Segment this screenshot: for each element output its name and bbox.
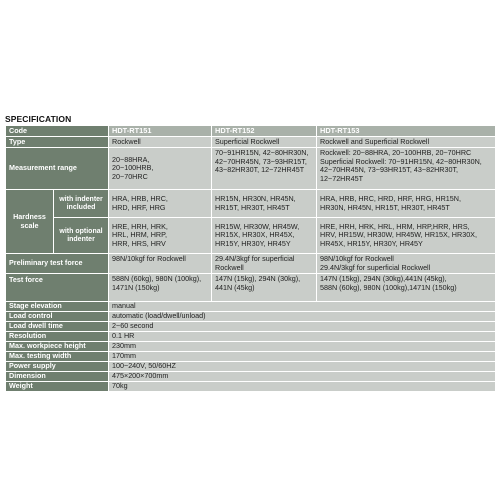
- table-row-stage-elevation: [6, 302, 496, 312]
- table-row-weight: [6, 382, 496, 392]
- optional-scales-rt153: HRE, HRH, HRK, HRL, HRM, HRP,HRR, HRS, HRV, HR15W, HR30W, HR45W, HR15X, HR30X, HR45X, HR15Y, HR30Y, HR45Y: [317, 218, 496, 254]
- test-force-rt153: 147N (15kg), 294N (30kg),441N (45kg), 588N (60kg), 980N (100kg),1471N (150kg): [317, 274, 496, 302]
- table-row-measurement-range: [6, 148, 496, 190]
- table-row-max-testing-width: [6, 352, 496, 362]
- row-label-type: Type: [6, 137, 109, 148]
- row-label-resolution: Resolution: [6, 332, 109, 342]
- table-row-hardness-indenter: [6, 190, 496, 218]
- table-row-code: [6, 126, 496, 137]
- stage-elevation-value: manual: [109, 302, 496, 312]
- row-label-stage-elevation: Stage elevation: [6, 302, 109, 312]
- type-rt151: Rockwell: [109, 137, 212, 148]
- indenter-scales-rt153: HRA, HRB, HRC, HRD, HRF, HRG, HR15N, HR30N, HR45N, HR15T, HR30T, HR45T: [317, 190, 496, 218]
- type-rt152: Superficial Rockwell: [212, 137, 317, 148]
- test-force-rt152: 147N (15kg), 294N (30kg), 441N (45kg): [212, 274, 317, 302]
- specification-table: [5, 125, 496, 392]
- row-label-dimension: Dimension: [6, 372, 109, 382]
- indenter-scales-rt151: HRA, HRB, HRC, HRD, HRF, HRG: [109, 190, 212, 218]
- row-label-test-force: Test force: [6, 274, 109, 302]
- specification-title: SPECIFICATION: [5, 114, 72, 124]
- row-label-load-control: Load control: [6, 312, 109, 322]
- row-label-with-optional-indenter: with optional indenter: [54, 218, 109, 254]
- max-workpiece-height-value: 230mm: [109, 342, 496, 352]
- load-control-value: automatic (load/dwell/unload): [109, 312, 496, 322]
- resolution-value: 0.1 HR: [109, 332, 496, 342]
- row-label-preliminary-test-force: Preliminary test force: [6, 254, 109, 274]
- measurement-range-rt153: Rockwell: 20~88HRA, 20~100HRB, 20~70HRC Superficial Rockwell: 70~91HR15N, 42~80HR30N, 42~70HR45N, 73~93HR15T, 43~82HR30T, 12~72HR45T: [317, 148, 496, 190]
- row-label-measurement-range: Measurement range: [6, 148, 109, 190]
- table-row-resolution: [6, 332, 496, 342]
- preliminary-force-rt151: 98N/10kgf for Rockwell: [109, 254, 212, 274]
- optional-scales-rt152: HR15W, HR30W, HR45W, HR15X, HR30X, HR45X, HR15Y, HR30Y, HR45Y: [212, 218, 317, 254]
- weight-value: 70kg: [109, 382, 496, 392]
- table-row-max-workpiece-height: [6, 342, 496, 352]
- table-row-load-control: [6, 312, 496, 322]
- dimension-value: 475×200×700mm: [109, 372, 496, 382]
- table-row-type: [6, 137, 496, 148]
- row-label-max-testing-width: Max. testing width: [6, 352, 109, 362]
- indenter-scales-rt152: HR15N, HR30N, HR45N, HR15T, HR30T, HR45T: [212, 190, 317, 218]
- row-label-code: Code: [6, 126, 109, 137]
- model-header-rt153: HDT-RT153: [317, 126, 496, 137]
- row-label-hardness-scale: Hardness scale: [6, 190, 54, 254]
- load-dwell-time-value: 2~60 second: [109, 322, 496, 332]
- row-label-power-supply: Power supply: [6, 362, 109, 372]
- table-row-preliminary-force: [6, 254, 496, 274]
- table-row-power-supply: [6, 362, 496, 372]
- table-row-hardness-optional: [6, 218, 496, 254]
- table-row-dimension: [6, 372, 496, 382]
- power-supply-value: 100~240V, 50/60HZ: [109, 362, 496, 372]
- type-rt153: Rockwell and Superficial Rockwell: [317, 137, 496, 148]
- preliminary-force-rt152: 29.4N/3kgf for superficial Rockwell: [212, 254, 317, 274]
- row-label-weight: Weight: [6, 382, 109, 392]
- model-header-rt152: HDT-RT152: [212, 126, 317, 137]
- model-header-rt151: HDT-RT151: [109, 126, 212, 137]
- table-row-load-dwell-time: [6, 322, 496, 332]
- measurement-range-rt152: 70~91HR15N, 42~80HR30N, 42~70HR45N, 73~93HR15T, 43~82HR30T, 12~72HR45T: [212, 148, 317, 190]
- measurement-range-rt151: 20~88HRA, 20~100HRB, 20~70HRC: [109, 148, 212, 190]
- test-force-rt151: 588N (60kg), 980N (100kg), 1471N (150kg): [109, 274, 212, 302]
- preliminary-force-rt153: 98N/10kgf for Rockwell 29.4N/3kgf for superficial Rockwell: [317, 254, 496, 274]
- row-label-load-dwell-time: Load dwell time: [6, 322, 109, 332]
- table-row-test-force: [6, 274, 496, 302]
- row-label-max-workpiece-height: Max. workpiece height: [6, 342, 109, 352]
- row-label-with-indenter: with indenter included: [54, 190, 109, 218]
- optional-scales-rt151: HRE, HRH, HRK, HRL, HRM, HRP, HRR, HRS, HRV: [109, 218, 212, 254]
- max-testing-width-value: 170mm: [109, 352, 496, 362]
